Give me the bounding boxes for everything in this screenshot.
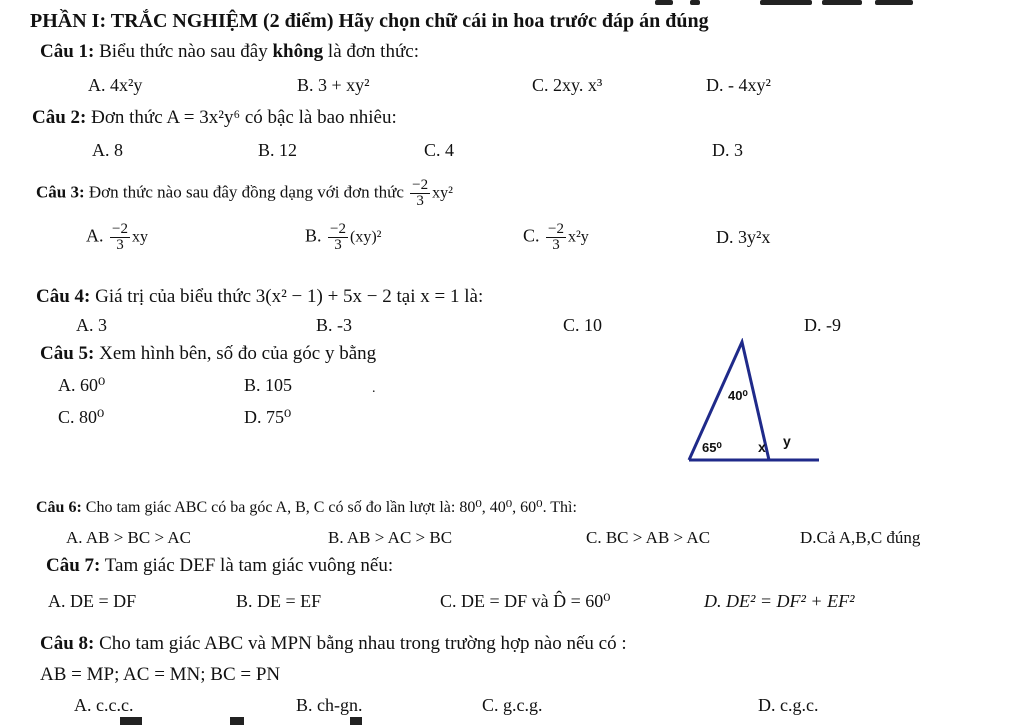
top-cropped-text bbox=[0, 0, 1024, 7]
option-b[interactable]: B. ch-gn. bbox=[296, 695, 363, 715]
question-emphasis: không bbox=[272, 41, 324, 62]
question-text: Tam giác DEF là tam giác vuông nếu: bbox=[100, 555, 394, 576]
option-c[interactable]: C. 4 bbox=[424, 140, 455, 160]
option-c[interactable]: C. DE = DF và D̂ = 60⁰ bbox=[440, 591, 611, 611]
question-4 bbox=[36, 286, 483, 308]
question-label: Câu 5: bbox=[40, 343, 95, 364]
option-c[interactable]: C. 80⁰ bbox=[58, 407, 105, 427]
option-d[interactable]: D. c.g.c. bbox=[758, 695, 819, 715]
option-d[interactable]: D. -9 bbox=[804, 315, 841, 335]
question-text: Giá trị của biểu thức 3(x² − 1) + 5x − 2 tại x = 1 là: bbox=[90, 286, 484, 307]
option-d[interactable]: D. DE² = DF² + EF² bbox=[704, 591, 855, 611]
option-a[interactable]: A. $\frac{-2}{3}$ xy bbox=[86, 221, 148, 253]
question-text: Biểu thức nào sau đây bbox=[94, 41, 273, 62]
option-c[interactable]: C. BC > AB > AC bbox=[586, 528, 711, 547]
question-2 bbox=[32, 107, 397, 129]
option-d[interactable]: D. 75⁰ bbox=[244, 407, 292, 427]
option-b[interactable]: B. DE = EF bbox=[236, 591, 322, 611]
option-b[interactable]: B. 105 bbox=[244, 375, 293, 395]
question-label: Câu 7: bbox=[46, 555, 101, 576]
option-a[interactable]: A. DE = DF bbox=[48, 591, 137, 611]
option-c[interactable]: C. $\frac{-2}{3}$ x²y bbox=[523, 221, 589, 253]
question-text: Cho tam giác ABC và MPN bằng nhau trong trường hợp nào nếu có : bbox=[94, 633, 627, 654]
question-text: là đơn thức: bbox=[323, 41, 419, 62]
question-6 bbox=[36, 497, 577, 519]
option-b[interactable]: B. $\frac{-2}{3}$ (xy)² bbox=[305, 221, 382, 253]
angle-label-top: 40⁰ bbox=[728, 388, 748, 403]
triangle-figure bbox=[686, 338, 826, 468]
option-a[interactable]: A. AB > BC > AC bbox=[66, 528, 191, 547]
question-label: Câu 2: bbox=[32, 107, 87, 128]
question-text: Xem hình bên, số đo của góc y bằng bbox=[94, 343, 377, 364]
option-a[interactable]: A. 8 bbox=[92, 140, 123, 160]
option-d[interactable]: D. 3y²x bbox=[716, 227, 771, 247]
question-label: Câu 4: bbox=[36, 286, 91, 307]
angle-label-y: y bbox=[783, 433, 791, 449]
option-a[interactable]: A. 3 bbox=[76, 315, 107, 335]
question-text: Đơn thức A = 3x²y⁶ có bậc là bao nhiêu: bbox=[86, 107, 397, 128]
question-label: Câu 8: bbox=[40, 633, 95, 654]
question-text: Đơn thức nào sau đây đồng dạng với đơn thức bbox=[84, 182, 404, 202]
fraction: $\frac{-2}{3}$ bbox=[412, 177, 429, 209]
angle-label-x: x bbox=[758, 439, 766, 455]
monomial-tail: xy² bbox=[432, 184, 453, 202]
option-b[interactable]: B. AB > AC > BC bbox=[328, 528, 453, 547]
triangle-diagram bbox=[686, 338, 826, 468]
option-b[interactable]: B. 3 + xy² bbox=[297, 75, 370, 95]
question-8-condition: AB = MP; AC = MN; BC = PN bbox=[40, 664, 281, 685]
option-a[interactable]: A. 60⁰ bbox=[58, 375, 106, 395]
section-title: PHẦN I: TRẮC NGHIỆM (2 điểm) Hãy chọn chữ cái in hoa trước đáp án đúng bbox=[30, 10, 709, 32]
option-c[interactable]: C. g.c.g. bbox=[482, 695, 543, 715]
question-5 bbox=[40, 343, 376, 365]
option-c[interactable]: C. 10 bbox=[563, 315, 603, 335]
question-1 bbox=[40, 41, 419, 63]
option-b[interactable]: B. -3 bbox=[316, 315, 352, 335]
option-d[interactable]: D. - 4xy² bbox=[706, 75, 771, 95]
stray-dot: . bbox=[372, 381, 376, 396]
question-label: Câu 3: bbox=[36, 182, 85, 202]
question-7 bbox=[46, 555, 393, 577]
option-a[interactable]: A. 4x²y bbox=[88, 75, 143, 95]
question-label: Câu 6: bbox=[36, 499, 82, 516]
option-c[interactable]: C. 2xy. x³ bbox=[532, 75, 603, 95]
option-d[interactable]: D. 3 bbox=[712, 140, 743, 160]
question-text: Cho tam giác ABC có ba góc A, B, C có số đo lần lượt là: 80⁰, 40⁰, 60⁰. Thì: bbox=[81, 499, 577, 516]
question-3 bbox=[36, 178, 453, 209]
option-b[interactable]: B. 12 bbox=[258, 140, 298, 160]
question-label: Câu 1: bbox=[40, 41, 95, 62]
angle-label-bottom-left: 65⁰ bbox=[702, 440, 722, 455]
option-a[interactable]: A. c.c.c. bbox=[74, 695, 134, 715]
option-d[interactable]: D.Cả A,B,C đúng bbox=[800, 528, 921, 547]
question-8 bbox=[40, 633, 627, 655]
